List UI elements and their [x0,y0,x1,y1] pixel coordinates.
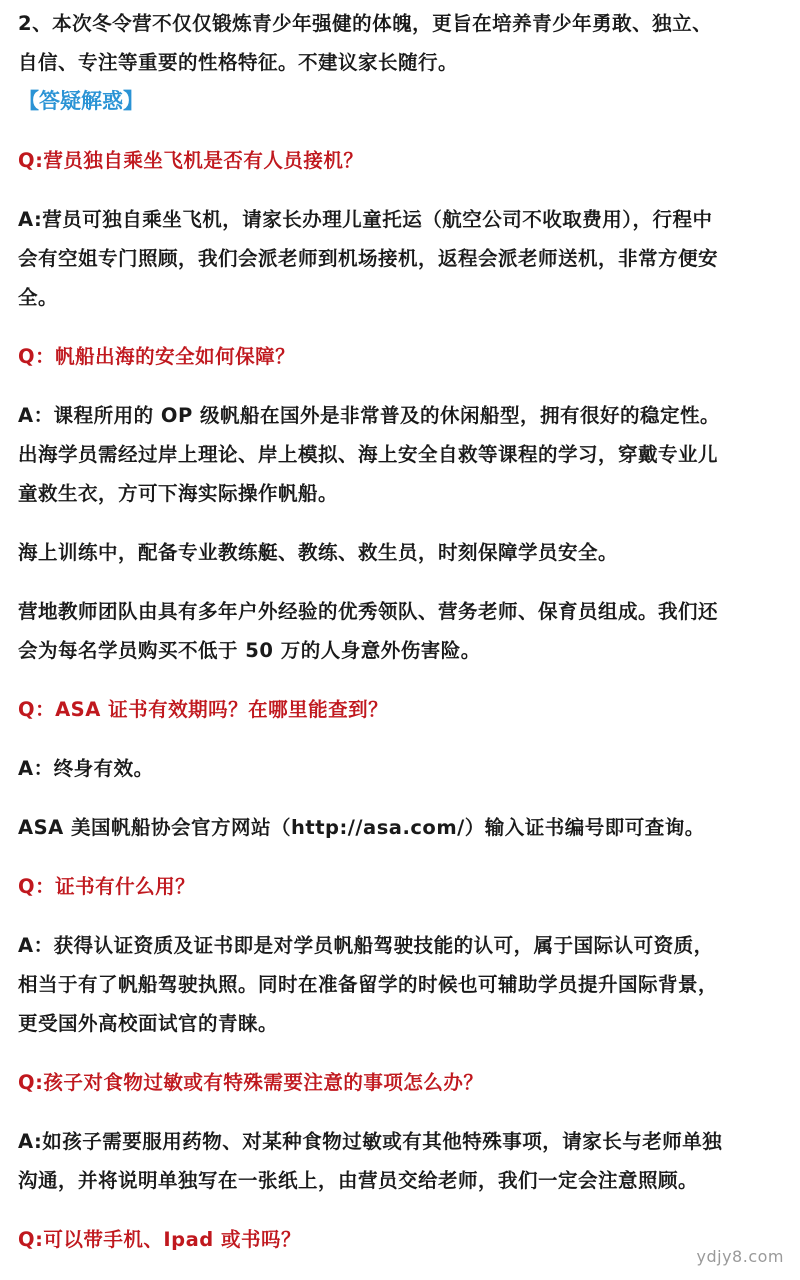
answer-line: 营地教师团队由具有多年户外经验的优秀领队、营务老师、保育员组成。我们还 [18,600,719,623]
answer-line: 会有空姐专门照顾，我们会派老师到机场接机，返程会派老师送机，非常方便安 [18,247,719,270]
answer-paragraph: 海上训练中，配备专业教练艇、教练、救生员，时刻保障学员安全。 [18,541,619,564]
faq-answer [18,926,790,1043]
faq-question: Q:可以带手机、Ipad 或书吗？ [18,1228,301,1251]
intro-paragraph [18,4,790,82]
answer-line: 会为每名学员购买不低于 50 万的人身意外伤害险。 [18,639,481,662]
answer-line: 沟通，并将说明单独写在一张纸上，由营员交给老师，我们一定会注意照顾。 [18,1169,699,1192]
answer-line: A:营员可独自乘坐飞机，请家长办理儿童托运（航空公司不收取费用），行程中 [18,208,713,231]
answer-line: 出海学员需经过岸上理论、岸上模拟、海上安全自救等课程的学习，穿戴专业儿 [18,443,719,466]
document-body [18,0,790,1259]
faq-answer: A：终身有效。 [18,757,154,780]
intro-line: 自信、专注等重要的性格特征。不建议家长随行。 [18,51,459,74]
faq-answer [18,200,790,317]
answer-line: A：获得认证资质及证书即是对学员帆船驾驶技能的认可，属于国际认可资质， [18,934,714,957]
answer-line: A：课程所用的 OP 级帆船在国外是非常普及的休闲船型，拥有很好的稳定性。 [18,404,721,427]
answer-paragraph: ASA 美国帆船协会官方网站（http://asa.com/）输入证书编号即可查询。 [18,816,705,839]
faq-question: Q：ASA 证书有效期吗？在哪里能查到？ [18,698,389,721]
faq-question: Q：证书有什么用？ [18,875,196,898]
faq-answer [18,1122,790,1200]
answer-line: A:如孩子需要服用药物、对某种食物过敏或有其他特殊事项，请家长与老师单独 [18,1130,723,1153]
answer-line: 童救生衣，方可下海实际操作帆船。 [18,482,339,505]
watermark: ydjy8.com [696,1247,784,1266]
faq-question: Q:营员独自乘坐飞机是否有人员接机？ [18,149,364,172]
section-heading: 【答疑解惑】 [18,89,144,113]
faq-answer [18,396,790,513]
answer-line: 更受国外高校面试官的青睐。 [18,1012,279,1035]
intro-line: 2、本次冬令营不仅仅锻炼青少年强健的体魄，更旨在培养青少年勇敢、独立、 [18,12,713,35]
answer-line: 全。 [18,286,59,309]
faq-question: Q：帆船出海的安全如何保障？ [18,345,296,368]
answer-paragraph [18,592,790,670]
faq-question: Q:孩子对食物过敏或有特殊需要注意的事项怎么办？ [18,1071,484,1094]
answer-line: 相当于有了帆船驾驶执照。同时在准备留学的时候也可辅助学员提升国际背景， [18,973,719,996]
